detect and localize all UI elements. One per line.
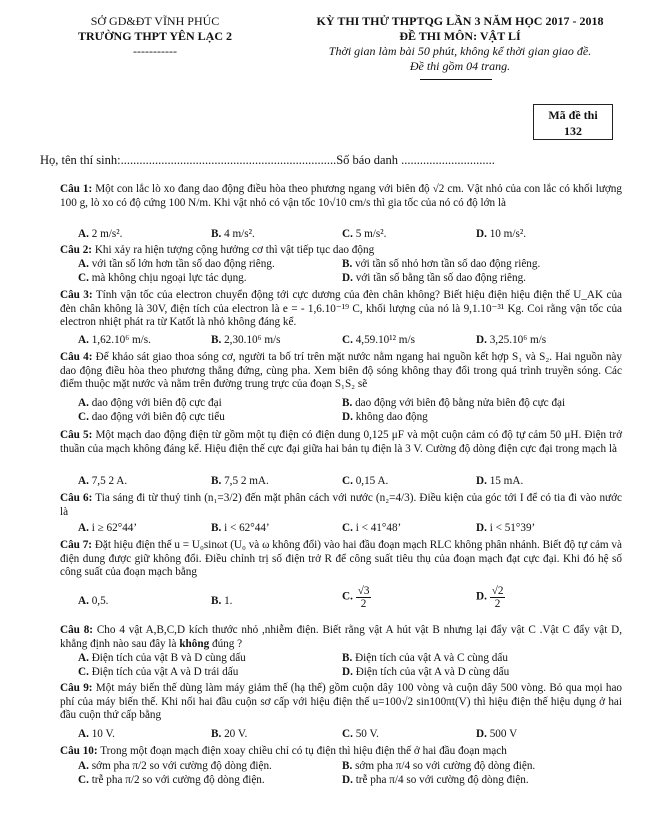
question-number: Câu 9: [60,682,93,694]
option-b: B. 2,30.10⁶ m/s [211,334,281,346]
exam-code-box [533,104,613,140]
question-10 [60,745,622,759]
question-9 [60,682,622,723]
option-b: B. 7,5 2 mA. [211,475,269,487]
option-d: D. $\frac{√2}{2}$ [476,585,504,610]
question-number: Câu 6: [60,492,93,504]
option-c: C. Điện tích của vật A và D trái dấu [78,666,239,678]
option-c: C. 4,59.10¹² m/s [342,334,415,346]
question-text: Trong một đoạn mạch điện xoay chiều chỉ có tụ điện thì hiệu điện thế ở hai đầu đoạn mạch [97,745,507,757]
question-7-options [78,585,618,619]
option-c: C. i < 41°48’ [342,522,402,534]
candidate-name-label: Họ, tên thí sinh: [40,153,121,167]
fraction: $\frac{√2}{2}$ [491,585,504,610]
option-d: D. 15 mA. [476,475,524,487]
option-c: C. 0,15 A. [342,475,389,487]
question-text: Một con lắc lò xo đang dao động điều hòa theo phương ngang với biên độ [92,183,433,195]
option-d: D. không dao động [342,411,428,423]
question-3 [60,289,622,330]
candidate-name-dots: ..................................................................... [120,153,337,167]
exam-code-label: Mã đề thi [548,108,598,122]
option-a: A. 0,5. [78,595,109,607]
question-2 [60,244,622,258]
question-6 [60,492,622,519]
option-d: D. 500 V [476,728,518,740]
option-b: B. sớm pha π/4 so với cường độ dòng điện. [342,760,536,772]
exam-pages: Đề thi gồm 04 trang. [409,59,511,73]
option-a: A. 2 m/s². [78,228,123,240]
question-number: Câu 7: [60,539,93,551]
option-b: B. với tần số nhỏ hơn tần số dao động riêng. [342,258,541,270]
option-a: A. 10 V. [78,728,115,740]
candidate-line [40,153,495,168]
department-name: SỞ GD&ĐT VĨNH PHÚC [90,14,220,28]
question-text: Đặt hiệu điện thế u = U₀sinωt (U₀ và ω không đổi) vào hai đầu đoạn mạch RLC không phân nhánh. Biết độ tự cảm và điện dung được giữ không đổi. Điều chỉnh trị số điện trở R để công suất tiêu thụ của đoạn mạch đạt cực đại. Khi đó hệ số công suất của đoạn mạch bằng [60,539,622,579]
question-7 [60,539,622,580]
sqrt-expression: 10√10 [318,196,347,209]
option-a: A. với tần số lớn hơn tần số dao động riêng. [78,258,275,270]
option-b: B. Điện tích của vật A và C cùng dấu [342,652,508,664]
question-text: Một mạch dao động điện từ gồm một tụ điện có điện dung 0,125 μF và một cuộn cảm có độ tự cảm 50 μH. Điện trở thuần của mạch không đáng kể. Hiệu điện thế cực đại giữa hai bản tụ điện là 3 V. Cường độ dòng điện cực đại trong mạch là [60,429,623,455]
exam-duration: Thời gian làm bài 50 phút, không kể thời gian giao đề. [328,44,592,58]
option-c: C. 50 V. [342,728,379,740]
exam-subject: ĐỀ THI MÔN: VẬT LÍ [399,29,521,43]
header-dashes: ----------- [133,44,177,58]
option-a: A. 1,62.10⁶ m/s. [78,334,151,346]
option-b: B. dao động với biên độ bằng nửa biên độ cực đại [342,397,566,409]
exam-code-value: 132 [564,124,582,138]
candidate-id-label: Số báo danh [336,153,398,167]
option-b: B. 4 m/s². [211,228,255,240]
question-text: Cho 4 vật A,B,C,D kích thước nhỏ ,nhiễm điện. Biết rằng vật A hút vật B nhưng lại đẩy vật C .Vật C đẩy vật D, khẳng định nào sau đây là [60,624,622,650]
question-text: Khi xảy ra hiện tượng cộng hưởng cơ thì vật tiếp tục dao động [92,244,375,256]
option-d: D. i < 51°39’ [476,522,536,534]
question-1 [60,183,622,210]
option-b: B. 20 V. [211,728,248,740]
question-text: đúng ? [209,637,243,650]
option-c: C. trễ pha π/2 so với cường độ dòng điện. [78,774,265,786]
option-b: B. 1. [211,595,233,607]
question-4 [60,351,622,392]
exam-title: KỲ THI THỬ THPTQG LẦN 3 NĂM HỌC 2017 - 2018 [316,14,604,28]
candidate-id-dots: .............................. [398,153,495,167]
option-a: A. sớm pha π/2 so với cường độ dòng điện. [78,760,272,772]
option-d: D. Điện tích của vật A và D cùng dấu [342,666,510,678]
option-b: B. i < 62°44’ [211,522,270,534]
question-number: Câu 2: [60,244,93,256]
option-c: C. dao động với biên độ cực tiểu [78,411,225,423]
school-name: TRƯỜNG THPT YÊN LẠC 2 [77,29,233,43]
option-a: A. dao động với biên độ cực đại [78,397,222,409]
option-c: C. mà không chịu ngoại lực tác dụng. [78,272,247,284]
sqrt-expression: √2 [432,183,445,195]
sqrt-expression: √2 [401,695,414,708]
header-left [40,14,270,59]
question-8 [60,624,622,651]
question-text: cm/s thì gia tốc của nó có độ lớn là [346,196,506,209]
question-number: Câu 4: [60,351,93,363]
question-text: Một máy biến thế dùng làm máy giảm thế (hạ thế) gồm cuộn dây 100 vòng và cuộn dây 500 vòng. Bỏ qua mọi hao phí của máy biến thế. Khi nối hai đầu cuộn sơ cấp với hiệu điện thế u=100 [60,682,622,708]
option-d: D. trễ pha π/4 so với cường độ dòng điện. [342,774,529,786]
option-a: A. 7,5 2 A. [78,475,128,487]
question-text: cm. Vật nhỏ của con lắc có khối lượng 100 g, lò xo có độ cứng 100 N/m. Khi vật nhỏ có vận tốc [60,183,622,209]
question-text: sin100πt(V) thì hiệu điện thế hiệu dụng ở hai đầu cuộn thứ cấp bằng [60,695,622,722]
question-text: Tính vận tốc của electron chuyển động tới cực dương của đèn chân không? Biết hiệu điện hiệu điện thế U_AK của đèn chân không là 30V, điện tích của electron là e = - 1,6.10⁻¹⁹ C, khối lượng của nó là 9,1.10⁻³¹ Kg. Coi rằng vận tốc của electron nhiệt phát ra từ Katốt là nhỏ không đáng kể. [60,289,623,329]
question-number: Câu 1: [60,183,93,195]
option-a: A. i ≥ 62°44’ [78,522,138,534]
option-c: C. 5 m/s². [342,228,387,240]
header-underline [420,79,492,80]
question-text: Để khảo sát giao thoa sóng cơ, người ta bố trí trên mặt nước nằm ngang hai nguồn kết hợp S₁ và S₂. Hai nguồn này dao động điều hòa theo phương thẳng đứng, cùng pha. Xem biên độ sóng không thay đổi trong quá trình truyền sóng. Các điểm thuộc mặt nước và nằm trên đường trung trực của đoạn S₁S₂ sẽ [60,351,622,391]
option-d: D. với tần số bằng tần số dao động riêng. [342,272,526,284]
question-number: Câu 8: [60,624,94,636]
question-number: Câu 5: [60,429,93,441]
option-c: C. $\frac{√3}{2}$ [342,585,370,610]
option-d: D. 3,25.10⁶ m/s [476,334,547,346]
question-number: Câu 3: [60,289,93,301]
question-number: Câu 10: [60,745,98,757]
question-5 [60,429,622,456]
emphasis-word: không [179,637,210,650]
option-d: D. 10 m/s². [476,228,526,240]
header-right [300,14,620,74]
question-text: Tia sáng đi từ thuỷ tinh (n₁=3/2) đến mặt phân cách với nước (n₂=4/3). Điều kiện của góc tới I để có tia đi vào nước là [60,492,622,518]
option-a: A. Điện tích của vật B và D cùng dấu [78,652,246,664]
fraction: $\frac{√3}{2}$ [357,585,370,610]
